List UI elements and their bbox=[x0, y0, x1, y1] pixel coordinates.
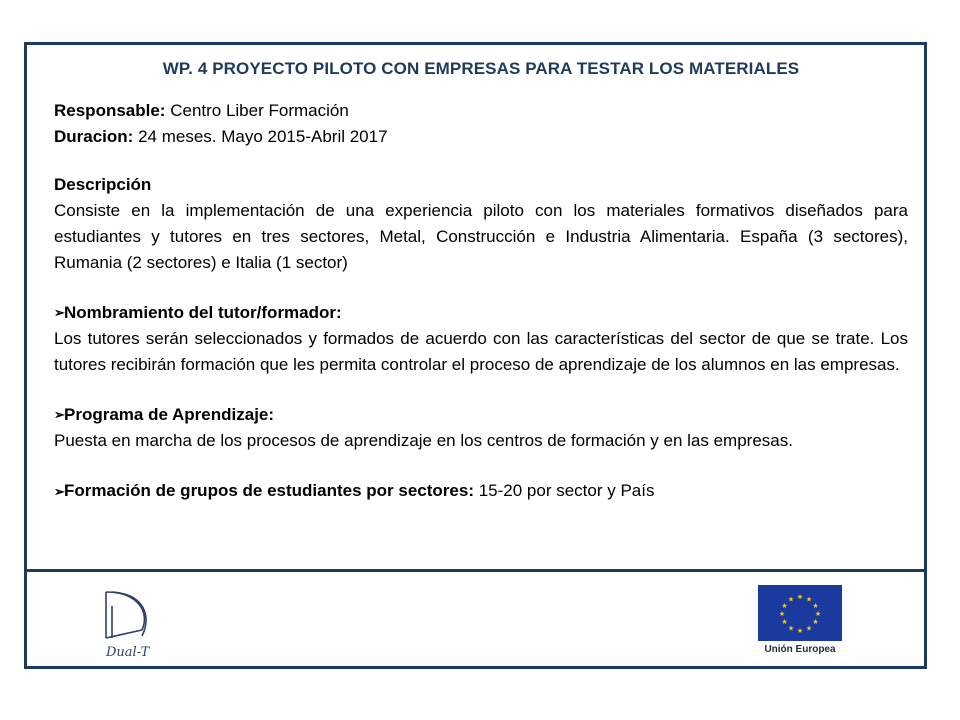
duracion-label: Duracion: bbox=[54, 127, 134, 146]
svg-text:★: ★ bbox=[796, 627, 804, 635]
document-body bbox=[54, 56, 908, 505]
spacer bbox=[54, 378, 908, 402]
svg-text:★: ★ bbox=[778, 610, 786, 618]
duracion-value: 24 meses. Mayo 2015-Abril 2017 bbox=[133, 127, 388, 146]
svg-text:★: ★ bbox=[805, 595, 813, 604]
dual-t-logo-caption: Dual-T bbox=[106, 645, 150, 660]
spacer bbox=[54, 276, 908, 300]
section-heading-label: Nombramiento del tutor/formador: bbox=[64, 303, 342, 322]
svg-text:★: ★ bbox=[805, 624, 813, 633]
page-title: WP. 4 PROYECTO PILOTO CON EMPRESAS PARA TESTAR LOS MATERIALES bbox=[162, 59, 800, 78]
arrow-bullet-icon: ➢ bbox=[54, 305, 65, 320]
arrow-bullet-icon: ➢ bbox=[54, 484, 65, 499]
svg-text:★: ★ bbox=[814, 610, 822, 618]
responsable-value: Centro Liber Formación bbox=[165, 101, 349, 120]
section-heading-label: Programa de Aprendizaje: bbox=[64, 405, 275, 424]
spacer bbox=[54, 150, 908, 172]
eu-caption: Unión Europea bbox=[764, 644, 836, 655]
spacer bbox=[54, 454, 908, 478]
formacion-line bbox=[54, 478, 908, 505]
svg-text:★: ★ bbox=[812, 618, 819, 626]
responsable-line bbox=[54, 98, 908, 124]
eu-stars-icon bbox=[758, 585, 842, 641]
svg-text:★: ★ bbox=[796, 593, 804, 601]
formacion-value: 15-20 por sector y País bbox=[473, 481, 655, 500]
formacion-heading: Formación de grupos de estudiantes por sectores: bbox=[64, 481, 474, 500]
section-heading-programa bbox=[54, 402, 908, 428]
svg-text:★: ★ bbox=[781, 602, 788, 610]
section-text-tutor: Los tutores serán seleccionados y formados de acuerdo con las características del sector de que se trate. Los tutores recibirán formación que les permita controlar el proceso de aprendizaje de los alumnos en las empresas. bbox=[54, 329, 908, 374]
section-text-programa: Puesta en marcha de los procesos de aprendizaje en los centros de formación y en las empresas. bbox=[54, 431, 793, 450]
svg-text:★: ★ bbox=[787, 595, 795, 604]
footer-divider bbox=[24, 569, 927, 572]
descripcion-heading: Descripción bbox=[54, 175, 152, 194]
svg-text:★: ★ bbox=[787, 624, 795, 633]
responsable-label: Responsable: bbox=[54, 101, 166, 120]
arrow-bullet-icon: ➢ bbox=[54, 407, 65, 422]
svg-text:★: ★ bbox=[781, 618, 788, 626]
duracion-line bbox=[54, 124, 908, 150]
section-heading-tutor bbox=[54, 300, 908, 326]
eu-flag-icon bbox=[758, 585, 842, 641]
svg-text:★: ★ bbox=[812, 602, 819, 610]
descripcion-text: Consiste en la implementación de una experiencia piloto con los materiales formativos diseñados para estudiantes y tutores en tres sectores, Metal, Construcción e Industria Alimentaria. España (3 sectores), Rumania (2 sectores) e Italia (1 sector) bbox=[54, 201, 908, 272]
